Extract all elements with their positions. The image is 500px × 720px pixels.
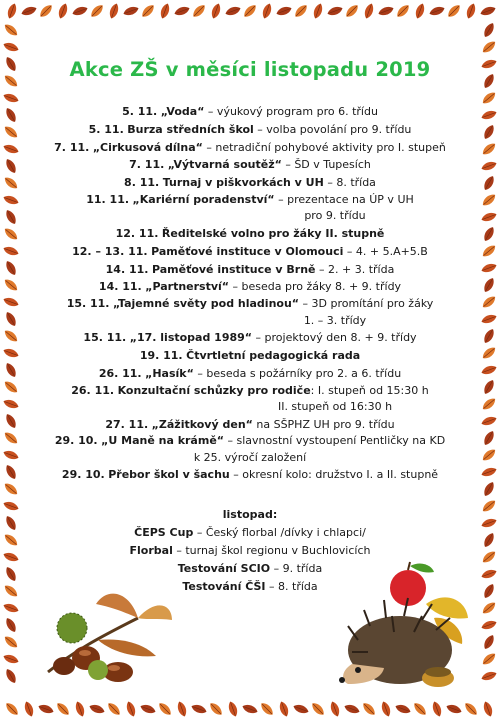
- event-detail: na SŠPHZ UH pro 9. třídu: [252, 417, 395, 431]
- leaf-icon: [412, 701, 429, 718]
- event-date: 8. 11.: [124, 176, 160, 190]
- chestnut-branch-illustration: [38, 580, 178, 690]
- leaf-icon: [23, 700, 36, 718]
- event-item: [40, 383, 460, 416]
- leaf-icon: [2, 73, 19, 89]
- event-detail: – volba povolání pro 9. třídu: [253, 122, 412, 136]
- leaf-icon: [480, 243, 497, 259]
- event-name: „Tajemné světy pod hladinou“: [113, 297, 300, 311]
- leaf-icon: [344, 3, 361, 20]
- event-item: [40, 261, 460, 279]
- event-detail: – netradiční pohybové aktivity pro I. stupeň: [202, 140, 446, 154]
- leaf-icon: [2, 124, 19, 140]
- leaf-icon: [106, 701, 123, 718]
- leaf-icon: [326, 5, 344, 18]
- event-name: „Kariérní poradenství“: [132, 192, 275, 206]
- event-date: 26. 11.: [98, 366, 142, 380]
- leaf-icon: [480, 600, 497, 616]
- leaf-icon: [480, 568, 498, 581]
- leaf-icon: [259, 701, 276, 718]
- leaf-icon: [173, 5, 191, 18]
- leaf-icon: [446, 3, 463, 20]
- leaf-icon: [414, 2, 427, 20]
- leaf-icon: [480, 58, 498, 71]
- leaf-icon: [2, 532, 19, 548]
- event-item: [40, 466, 460, 484]
- leaf-icon: [191, 3, 208, 20]
- leaf-icon: [480, 262, 498, 275]
- leaf-icon: [227, 700, 240, 718]
- leaf-icon: [4, 701, 21, 718]
- leaf-icon: [395, 3, 412, 20]
- page-title: Akce ZŠ v měsíci listopadu 2019: [69, 58, 431, 81]
- leaf-icon: [480, 466, 498, 479]
- leaf-icon: [208, 701, 225, 718]
- event-detail: – 3D promítání pro žáky: [299, 297, 434, 311]
- leaf-icon: [361, 701, 378, 718]
- leaf-icon: [363, 2, 376, 20]
- leaf-icon: [2, 296, 20, 309]
- event-item: [40, 156, 460, 174]
- leaf-icon: [480, 619, 498, 632]
- leaf-icon: [480, 651, 497, 667]
- event-date: 26. 11.: [71, 383, 115, 397]
- leaf-icon: [480, 415, 498, 428]
- leaf-icon: [140, 3, 157, 20]
- leaf-icon: [2, 379, 19, 395]
- leaf-icon: [224, 5, 242, 18]
- leaf-icon: [2, 481, 19, 497]
- leaf-icon: [4, 514, 18, 532]
- leaf-icon: [480, 364, 498, 377]
- event-detail-continued: II. stupeň od 16:30 h: [277, 400, 393, 414]
- leaf-icon: [38, 3, 55, 20]
- leaf-icon: [210, 2, 223, 20]
- event-date: 11. 11.: [86, 192, 130, 206]
- leaf-icon: [4, 259, 18, 277]
- leaf-icon: [343, 703, 361, 716]
- leaf-icon: [2, 430, 19, 446]
- leaf-icon: [480, 109, 498, 122]
- leaf-icon: [428, 5, 446, 18]
- leaf-icon: [2, 500, 20, 513]
- leaf-icon: [482, 276, 496, 294]
- leaf-icon: [479, 5, 497, 18]
- leaf-icon: [2, 22, 19, 38]
- event-item: [40, 121, 460, 139]
- event-date: 7. 11.: [54, 140, 90, 154]
- leaf-icon: [312, 2, 325, 20]
- leaf-icon: [4, 157, 18, 175]
- leaf-icon: [445, 703, 463, 716]
- event-detail: – ŠD v Tupesích: [281, 158, 371, 172]
- leaf-icon: [482, 327, 496, 345]
- event-detail: – beseda s požárníky pro 2. a 6. třídu: [193, 366, 402, 380]
- event-item: [40, 365, 460, 383]
- leaf-icon: [2, 634, 19, 650]
- event-item: [40, 329, 460, 347]
- leaf-icon: [2, 277, 19, 293]
- event-name: „Hasík“: [145, 366, 194, 380]
- event-name: „17. listopad 1989“: [129, 331, 253, 345]
- leaf-icon: [4, 310, 18, 328]
- leaf-icon: [4, 463, 18, 481]
- leaf-icon: [275, 5, 293, 18]
- leaf-icon: [139, 703, 157, 716]
- leaf-icon: [480, 313, 498, 326]
- event-name: Paměťové instituce v Brně: [151, 262, 316, 276]
- event-item: [40, 296, 460, 329]
- leaf-icon: [293, 3, 310, 20]
- leaf-icon: [2, 226, 19, 242]
- event-detail: – 4. + 5.A+5.B: [343, 244, 428, 258]
- leaf-icon: [480, 549, 497, 565]
- leaf-icon: [6, 2, 19, 20]
- leaf-icon: [480, 90, 497, 106]
- leaf-icon: [159, 2, 172, 20]
- november-item-name: ČEPS Cup: [134, 526, 194, 540]
- leaf-icon: [2, 347, 20, 360]
- leaf-icon: [380, 700, 393, 718]
- leaf-icon: [2, 194, 20, 207]
- event-item: [40, 225, 460, 243]
- november-item-name: Testování SCIO: [177, 562, 271, 576]
- leaf-icon: [377, 5, 395, 18]
- leaf-icon: [482, 225, 496, 243]
- leaf-icon: [4, 412, 18, 430]
- event-item: [40, 139, 460, 157]
- leaf-icon: [2, 175, 19, 191]
- leaf-icon: [88, 703, 106, 716]
- leaf-icon: [482, 72, 496, 90]
- event-date: 29. 10.: [54, 434, 98, 448]
- event-name: „Výtvarná soutěž“: [167, 158, 282, 172]
- event-date: 5. 11.: [122, 105, 158, 118]
- november-item-detail: – 8. třída: [265, 580, 318, 594]
- leaf-icon: [2, 245, 20, 258]
- leaf-icon: [157, 701, 174, 718]
- event-date: 15. 11.: [83, 331, 127, 345]
- leaf-icon: [480, 39, 497, 55]
- leaf-icon: [482, 429, 496, 447]
- leaf-icon: [482, 174, 496, 192]
- leaf-icon: [480, 517, 498, 530]
- event-name: „Voda“: [160, 105, 205, 118]
- event-name: Čtvrtletní pedagogická rada: [186, 348, 361, 362]
- event-detail: : I. stupeň od 15:30 h: [310, 383, 429, 397]
- leaf-icon: [241, 703, 259, 716]
- leaf-icon: [4, 361, 18, 379]
- event-date: 12. – 13. 11.: [72, 244, 148, 258]
- event-detail: – prezentace na ÚP v UH: [274, 192, 414, 206]
- leaf-icon: [4, 208, 18, 226]
- event-item: [40, 347, 460, 365]
- event-item: [40, 243, 460, 261]
- event-date: 12. 11.: [115, 226, 159, 240]
- event-date: 14. 11.: [105, 262, 149, 276]
- leaf-icon: [4, 667, 18, 685]
- event-date: 5. 11.: [88, 122, 124, 136]
- event-date: 15. 11.: [66, 297, 110, 311]
- leaf-icon: [55, 701, 72, 718]
- leaf-icon: [482, 21, 496, 39]
- event-detail-continued: k 25. výročí založení: [193, 450, 307, 464]
- leaf-icon: [108, 2, 121, 20]
- event-date: 19. 11.: [139, 348, 183, 362]
- event-item: [40, 192, 460, 225]
- event-detail: – beseda pro žáky 8. + 9. třídy: [229, 280, 402, 294]
- leaf-icon: [57, 2, 70, 20]
- event-detail: – okresní kolo: družstvo I. a II. stupně: [229, 468, 439, 482]
- leaf-icon: [292, 703, 310, 716]
- leaf-icon: [2, 653, 20, 666]
- leaf-icon: [2, 143, 20, 156]
- leaf-icon: [310, 701, 327, 718]
- event-detail-continued: 1. – 3. třídy: [303, 313, 367, 327]
- leaf-icon: [482, 700, 495, 718]
- leaf-icon: [480, 396, 497, 412]
- leaf-icon: [480, 345, 497, 361]
- event-detail-continued: pro 9. třídu: [304, 209, 366, 223]
- leaf-icon: [89, 3, 106, 20]
- event-detail: – 2. + 3. třída: [315, 262, 395, 276]
- leaf-icon: [431, 700, 444, 718]
- leaf-icon: [2, 449, 20, 462]
- leaf-icon: [482, 480, 496, 498]
- november-item-detail: – turnaj škol regionu v Buchlovicích: [172, 544, 371, 558]
- leaf-icon: [37, 703, 55, 716]
- leaf-icon: [463, 701, 480, 718]
- event-detail: – výukový program pro 6. třídu: [204, 105, 378, 118]
- leaf-icon: [480, 447, 497, 463]
- leaf-icon: [4, 616, 18, 634]
- event-detail: – projektový den 8. + 9. třídy: [252, 331, 417, 345]
- leaf-icon: [480, 160, 498, 173]
- leaf-icon: [482, 531, 496, 549]
- event-date: 27. 11.: [105, 417, 149, 431]
- leaf-icon: [71, 5, 89, 18]
- leaf-icon: [394, 703, 412, 716]
- event-name: Paměťové instituce v Olomouci: [151, 244, 344, 258]
- leaf-icon: [482, 582, 496, 600]
- leaf-icon: [480, 192, 497, 208]
- event-name: „Cirkusová dílna“: [92, 140, 203, 154]
- event-date: 14. 11.: [98, 280, 142, 294]
- event-list: [40, 103, 460, 484]
- leaf-icon: [482, 378, 496, 396]
- event-item: [40, 416, 460, 434]
- leaf-icon: [122, 5, 140, 18]
- event-detail: – slavnostní vystoupení Pentličky na KD: [224, 434, 446, 448]
- november-heading: listopad:: [222, 508, 278, 522]
- november-item: [40, 542, 460, 560]
- leaf-icon: [2, 602, 20, 615]
- leaf-icon: [2, 583, 19, 599]
- event-name: Přebor škol v šachu: [108, 468, 230, 482]
- november-item-detail: – Český florbal /dívky i chlapci/: [193, 526, 366, 540]
- leaf-icon: [480, 141, 497, 157]
- event-name: „Partnerství“: [145, 280, 230, 294]
- leaf-icon: [480, 498, 497, 514]
- hedgehog-with-apple-illustration: [338, 560, 473, 690]
- leaf-icon: [176, 700, 189, 718]
- leaf-icon: [2, 92, 20, 105]
- document-body: [40, 58, 460, 596]
- event-date: 29. 10.: [61, 468, 105, 482]
- leaf-icon: [465, 2, 478, 20]
- leaf-icon: [125, 700, 138, 718]
- event-item: [40, 278, 460, 296]
- leaf-icon: [480, 670, 498, 683]
- event-name: Konzultační schůzky pro rodiče: [117, 383, 311, 397]
- event-date: 7. 11.: [129, 158, 165, 172]
- leaf-icon: [329, 700, 342, 718]
- leaf-icon: [190, 703, 208, 716]
- leaf-icon: [242, 3, 259, 20]
- event-item: [40, 103, 460, 121]
- november-item-name: Florbal: [129, 544, 173, 558]
- leaf-icon: [4, 106, 18, 124]
- event-name: Turnaj v piškvorkách v UH: [162, 176, 324, 190]
- leaf-icon: [4, 55, 18, 73]
- event-detail: – 8. třída: [323, 176, 376, 190]
- november-item-detail: – 9. třída: [270, 562, 323, 576]
- leaf-icon: [74, 700, 87, 718]
- leaf-icon: [480, 211, 498, 224]
- leaf-icon: [480, 294, 497, 310]
- november-item-name: Testování ČŠI: [182, 580, 266, 594]
- event-item: [40, 433, 460, 466]
- event-name: „Zážitkový den“: [151, 417, 253, 431]
- leaf-icon: [278, 700, 291, 718]
- leaf-icon: [2, 328, 19, 344]
- leaf-icon: [261, 2, 274, 20]
- leaf-icon: [482, 123, 496, 141]
- november-item: [40, 524, 460, 542]
- leaf-icon: [482, 633, 496, 651]
- leaf-icon: [2, 398, 20, 411]
- event-item: [40, 174, 460, 192]
- event-name: Burza středních škol: [127, 122, 254, 136]
- event-name: Ředitelské volno pro žáky II. stupně: [161, 226, 385, 240]
- leaf-icon: [20, 5, 38, 18]
- leaf-icon: [2, 41, 20, 54]
- leaf-icon: [2, 551, 20, 564]
- leaf-icon: [4, 565, 18, 583]
- event-name: „U Maně na krámě“: [101, 434, 225, 448]
